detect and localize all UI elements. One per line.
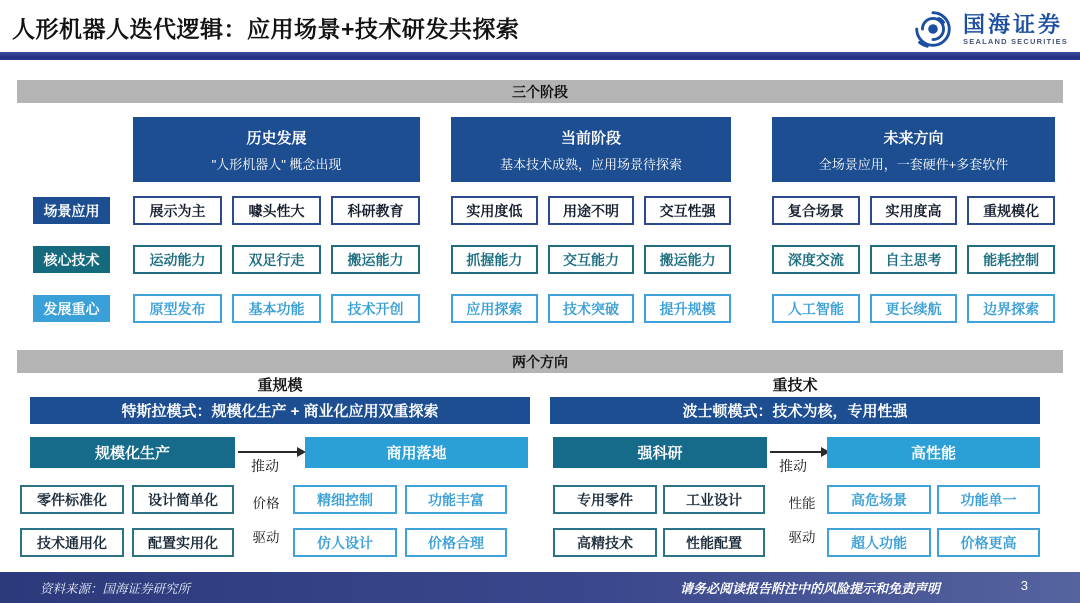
attribute-box: 工业设计	[663, 485, 765, 514]
stage-row	[772, 196, 1055, 225]
flow-arrow-label: 推动	[779, 458, 807, 474]
stage-row	[133, 245, 420, 274]
stage-cell: 技术突破	[548, 294, 635, 323]
stage-cell: 双足行走	[232, 245, 321, 274]
flow-from-box-strong-research: 强科研	[553, 437, 767, 468]
stage-subtitle: 全场景应用，一套硬件+多套软件	[818, 156, 1009, 172]
stage-cell: 用途不明	[548, 196, 635, 225]
stage-column-header-history	[133, 117, 420, 182]
attribute-box: 高精技术	[553, 528, 657, 557]
stage-cell: 噱头性大	[232, 196, 321, 225]
stage-subtitle: "人形机器人" 概念出现	[211, 156, 342, 172]
page-title: 人形机器人迭代逻辑：应用场景+技术研发共探索	[12, 16, 520, 42]
stage-row	[133, 294, 420, 323]
stage-title: 未来方向	[883, 129, 944, 147]
panel-heading-technology: 重技术	[772, 377, 818, 394]
attribute-box: 技术通用化	[20, 528, 124, 557]
stage-cell: 重规模化	[967, 196, 1055, 225]
row-label-core-technology: 核心技术	[33, 246, 110, 273]
flow-to-box-high-performance: 高性能	[827, 437, 1040, 468]
attribute-box: 设计简单化	[132, 485, 234, 514]
mode-bar-tesla: 特斯拉模式：规模化生产 + 商业化应用双重探索	[30, 397, 530, 424]
stage-subtitle: 基本技术成熟，应用场景待探索	[499, 156, 682, 172]
flow-arrow	[770, 451, 822, 453]
stage-cell: 边界探索	[967, 294, 1055, 323]
stage-column-header-current	[451, 117, 731, 182]
stage-cell: 科研教育	[331, 196, 420, 225]
attribute-box: 价格更高	[937, 528, 1040, 557]
stage-cell: 实用度高	[870, 196, 958, 225]
connector-label-price-driven	[243, 492, 289, 546]
brand-logo	[910, 6, 1068, 52]
footer-page-number: 3	[1020, 578, 1028, 593]
brand-text	[963, 13, 1068, 46]
banner-three-stages: 三个阶段	[17, 80, 1063, 103]
attribute-box: 精细控制	[293, 485, 397, 514]
flow-arrow	[238, 451, 298, 453]
row-label-development-focus: 发展重心	[33, 295, 110, 322]
flow-from-box-scale-production: 规模化生产	[30, 437, 235, 468]
attribute-box: 配置实用化	[132, 528, 234, 557]
stage-title: 当前阶段	[560, 129, 621, 147]
mode-bar-boston: 波士顿模式：技术为核，专用性强	[550, 397, 1040, 424]
stage-cell: 基本功能	[232, 294, 321, 323]
row-label-scene-application: 场景应用	[33, 197, 110, 224]
stage-cell: 展示为主	[133, 196, 222, 225]
stage-cell: 交互能力	[548, 245, 635, 274]
stage-row	[451, 294, 731, 323]
stage-cell: 更长续航	[870, 294, 958, 323]
connector-line: 价格	[252, 496, 280, 511]
stage-cell: 能耗控制	[967, 245, 1055, 274]
stage-cell: 抓握能力	[451, 245, 538, 274]
stage-cell: 应用探索	[451, 294, 538, 323]
flow-arrow-label: 推动	[251, 458, 279, 474]
footer-bar	[0, 572, 1080, 603]
stage-cell: 交互性强	[644, 196, 731, 225]
connector-line: 驱动	[252, 530, 280, 545]
stage-row	[133, 196, 420, 225]
footer-source: 资料来源：国海证券研究所	[40, 582, 191, 596]
banner-two-directions: 两个方向	[17, 350, 1063, 373]
stage-cell: 运动能力	[133, 245, 222, 274]
stage-cell: 搬运能力	[644, 245, 731, 274]
footer-disclaimer: 请务必阅读报告附注中的风险提示和免责声明	[679, 581, 940, 596]
stage-title: 历史发展	[246, 129, 307, 147]
attribute-box: 功能丰富	[405, 485, 507, 514]
stage-column-header-future	[772, 117, 1055, 182]
stage-cell: 自主思考	[870, 245, 958, 274]
stage-cell: 原型发布	[133, 294, 222, 323]
attribute-box: 仿人设计	[293, 528, 397, 557]
connector-line: 驱动	[788, 530, 816, 545]
attribute-box: 价格合理	[405, 528, 507, 557]
title-underline-rule	[0, 52, 1080, 60]
connector-label-performance-driven	[779, 492, 825, 546]
attribute-box: 性能配置	[663, 528, 765, 557]
stage-cell: 实用度低	[451, 196, 538, 225]
panel-heading-scale: 重规模	[257, 377, 303, 394]
stage-row	[451, 196, 731, 225]
attribute-box: 专用零件	[553, 485, 657, 514]
attribute-box: 零件标准化	[20, 485, 124, 514]
stage-row	[772, 294, 1055, 323]
wave-logo-icon	[910, 6, 956, 52]
attribute-box: 超人功能	[827, 528, 931, 557]
attribute-box: 功能单一	[937, 485, 1040, 514]
stage-cell: 技术开创	[331, 294, 420, 323]
stage-cell: 提升规模	[644, 294, 731, 323]
stage-cell: 人工智能	[772, 294, 860, 323]
stage-row	[772, 245, 1055, 274]
flow-to-box-commercial-landing: 商用落地	[305, 437, 528, 468]
stage-row	[451, 245, 731, 274]
stage-cell: 深度交流	[772, 245, 860, 274]
connector-line: 性能	[788, 496, 816, 511]
brand-subtitle: SEALAND SECURITIES	[963, 36, 1068, 46]
stage-cell: 搬运能力	[331, 245, 420, 274]
attribute-box: 高危场景	[827, 485, 931, 514]
brand-name: 国海证券	[963, 11, 1064, 37]
stage-cell: 复合场景	[772, 196, 860, 225]
